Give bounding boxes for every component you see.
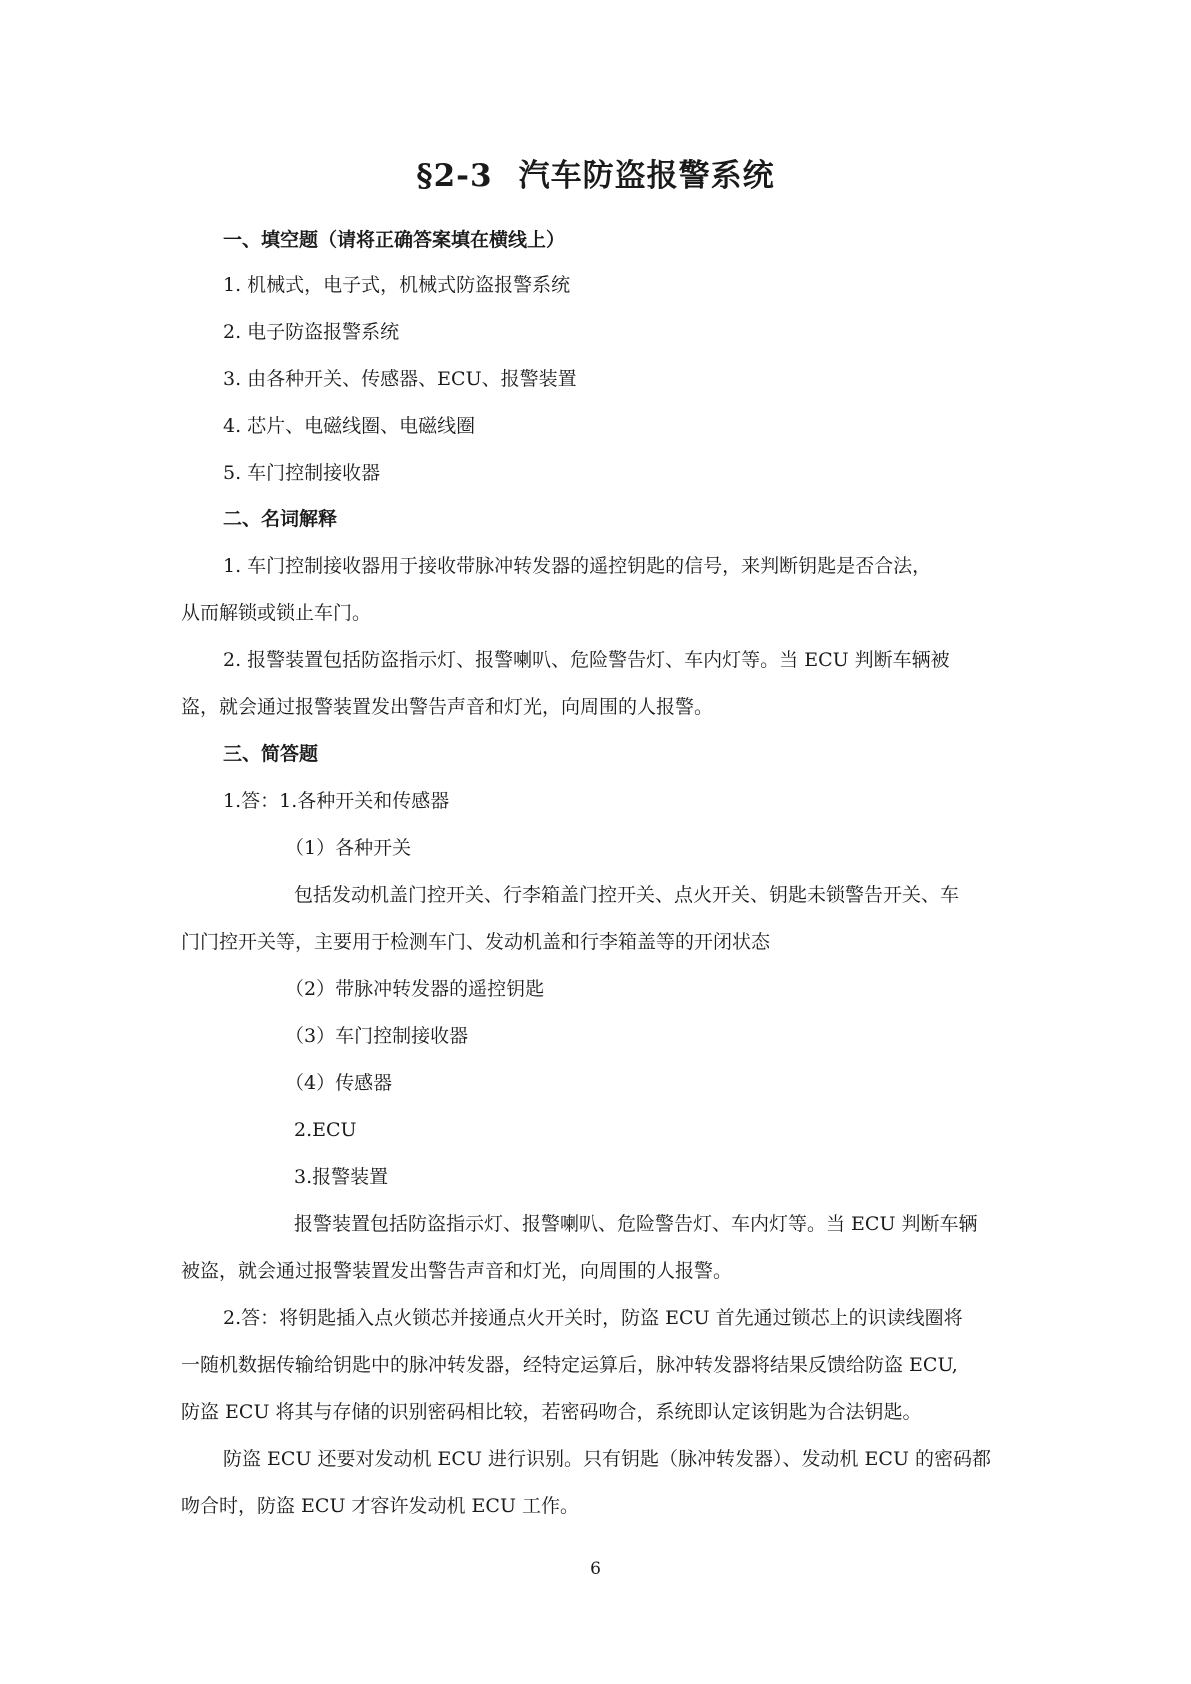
answer-1-sub3: （3）车门控制接收器 — [285, 1025, 469, 1047]
answer-1-sub2: （2）带脉冲转发器的遥控钥匙 — [285, 978, 545, 1000]
section1-heading: 一、填空题（请将正确答案填在横线上） — [223, 229, 566, 251]
term-2-line2: 盗，就会通过报警装置发出警告声音和灯光，向周围的人报警。 — [181, 696, 714, 718]
section2-heading: 二、名词解释 — [223, 508, 338, 530]
answer-1-ecu: 2.ECU — [294, 1119, 357, 1141]
title-text: 汽车防盗报警系统 — [518, 158, 775, 194]
answer-1-alarm-para-line2: 被盗，就会通过报警装置发出警告声音和灯光，向周围的人报警。 — [181, 1260, 733, 1282]
answer-1-alarm: 3.报警装置 — [294, 1166, 389, 1188]
answer-1-sub1: （1）各种开关 — [285, 837, 412, 859]
answer-1-intro: 1.答：1.各种开关和传感器 — [223, 790, 450, 812]
fill-answer-5: 5. 车门控制接收器 — [223, 462, 381, 484]
term-1-line2: 从而解锁或锁止车门。 — [181, 602, 372, 624]
answer-2-line1: 2.答：将钥匙插入点火锁芯并接通点火开关时，防盗 ECU 首先通过锁芯上的识读线圈将 — [223, 1307, 963, 1329]
page-number: 6 — [590, 1559, 601, 1579]
answer-1-alarm-para-line1: 报警装置包括防盗指示灯、报警喇叭、危险警告灯、车内灯等。当 ECU 判断车辆 — [294, 1213, 978, 1235]
fill-answer-1: 1. 机械式，电子式，机械式防盗报警系统 — [223, 274, 571, 296]
answer-1-sub4: （4）传感器 — [285, 1072, 393, 1094]
section-number: §2-3 — [416, 158, 493, 194]
section3-heading: 三、简答题 — [223, 743, 319, 765]
answer-2-line3: 防盗 ECU 将其与存储的识别密码相比较，若密码吻合，系统即认定该钥匙为合法钥匙。 — [181, 1401, 922, 1423]
answer-2-line2: 一随机数据传输给钥匙中的脉冲转发器，经特定运算后，脉冲转发器将结果反馈给防盗 ECU, — [181, 1354, 958, 1376]
answer-2-para2-line1: 防盗 ECU 还要对发动机 ECU 进行识别。只有钥匙（脉冲转发器）、发动机 ECU 的密码都 — [223, 1448, 991, 1470]
fill-answer-2: 2. 电子防盗报警系统 — [223, 321, 400, 343]
answer-2-para2-line2: 吻合时，防盗 ECU 才容许发动机 ECU 工作。 — [181, 1495, 579, 1517]
term-1-line1: 1. 车门控制接收器用于接收带脉冲转发器的遥控钥匙的信号，来判断钥匙是否合法， — [223, 555, 932, 577]
fill-answer-4: 4. 芯片、电磁线圈、电磁线圈 — [223, 415, 476, 437]
term-2-line1: 2. 报警装置包括防盗指示灯、报警喇叭、危险警告灯、车内灯等。当 ECU 判断车辆被 — [223, 649, 950, 671]
answer-1-sub1-para-line2: 门门控开关等，主要用于检测车门、发动机盖和行李箱盖等的开闭状态 — [181, 931, 771, 953]
page-title — [0, 150, 1191, 195]
answer-1-sub1-para-line1: 包括发动机盖门控开关、行李箱盖门控开关、点火开关、钥匙未锁警告开关、车 — [294, 884, 960, 906]
fill-answer-3: 3. 由各种开关、传感器、ECU、报警装置 — [223, 368, 577, 390]
